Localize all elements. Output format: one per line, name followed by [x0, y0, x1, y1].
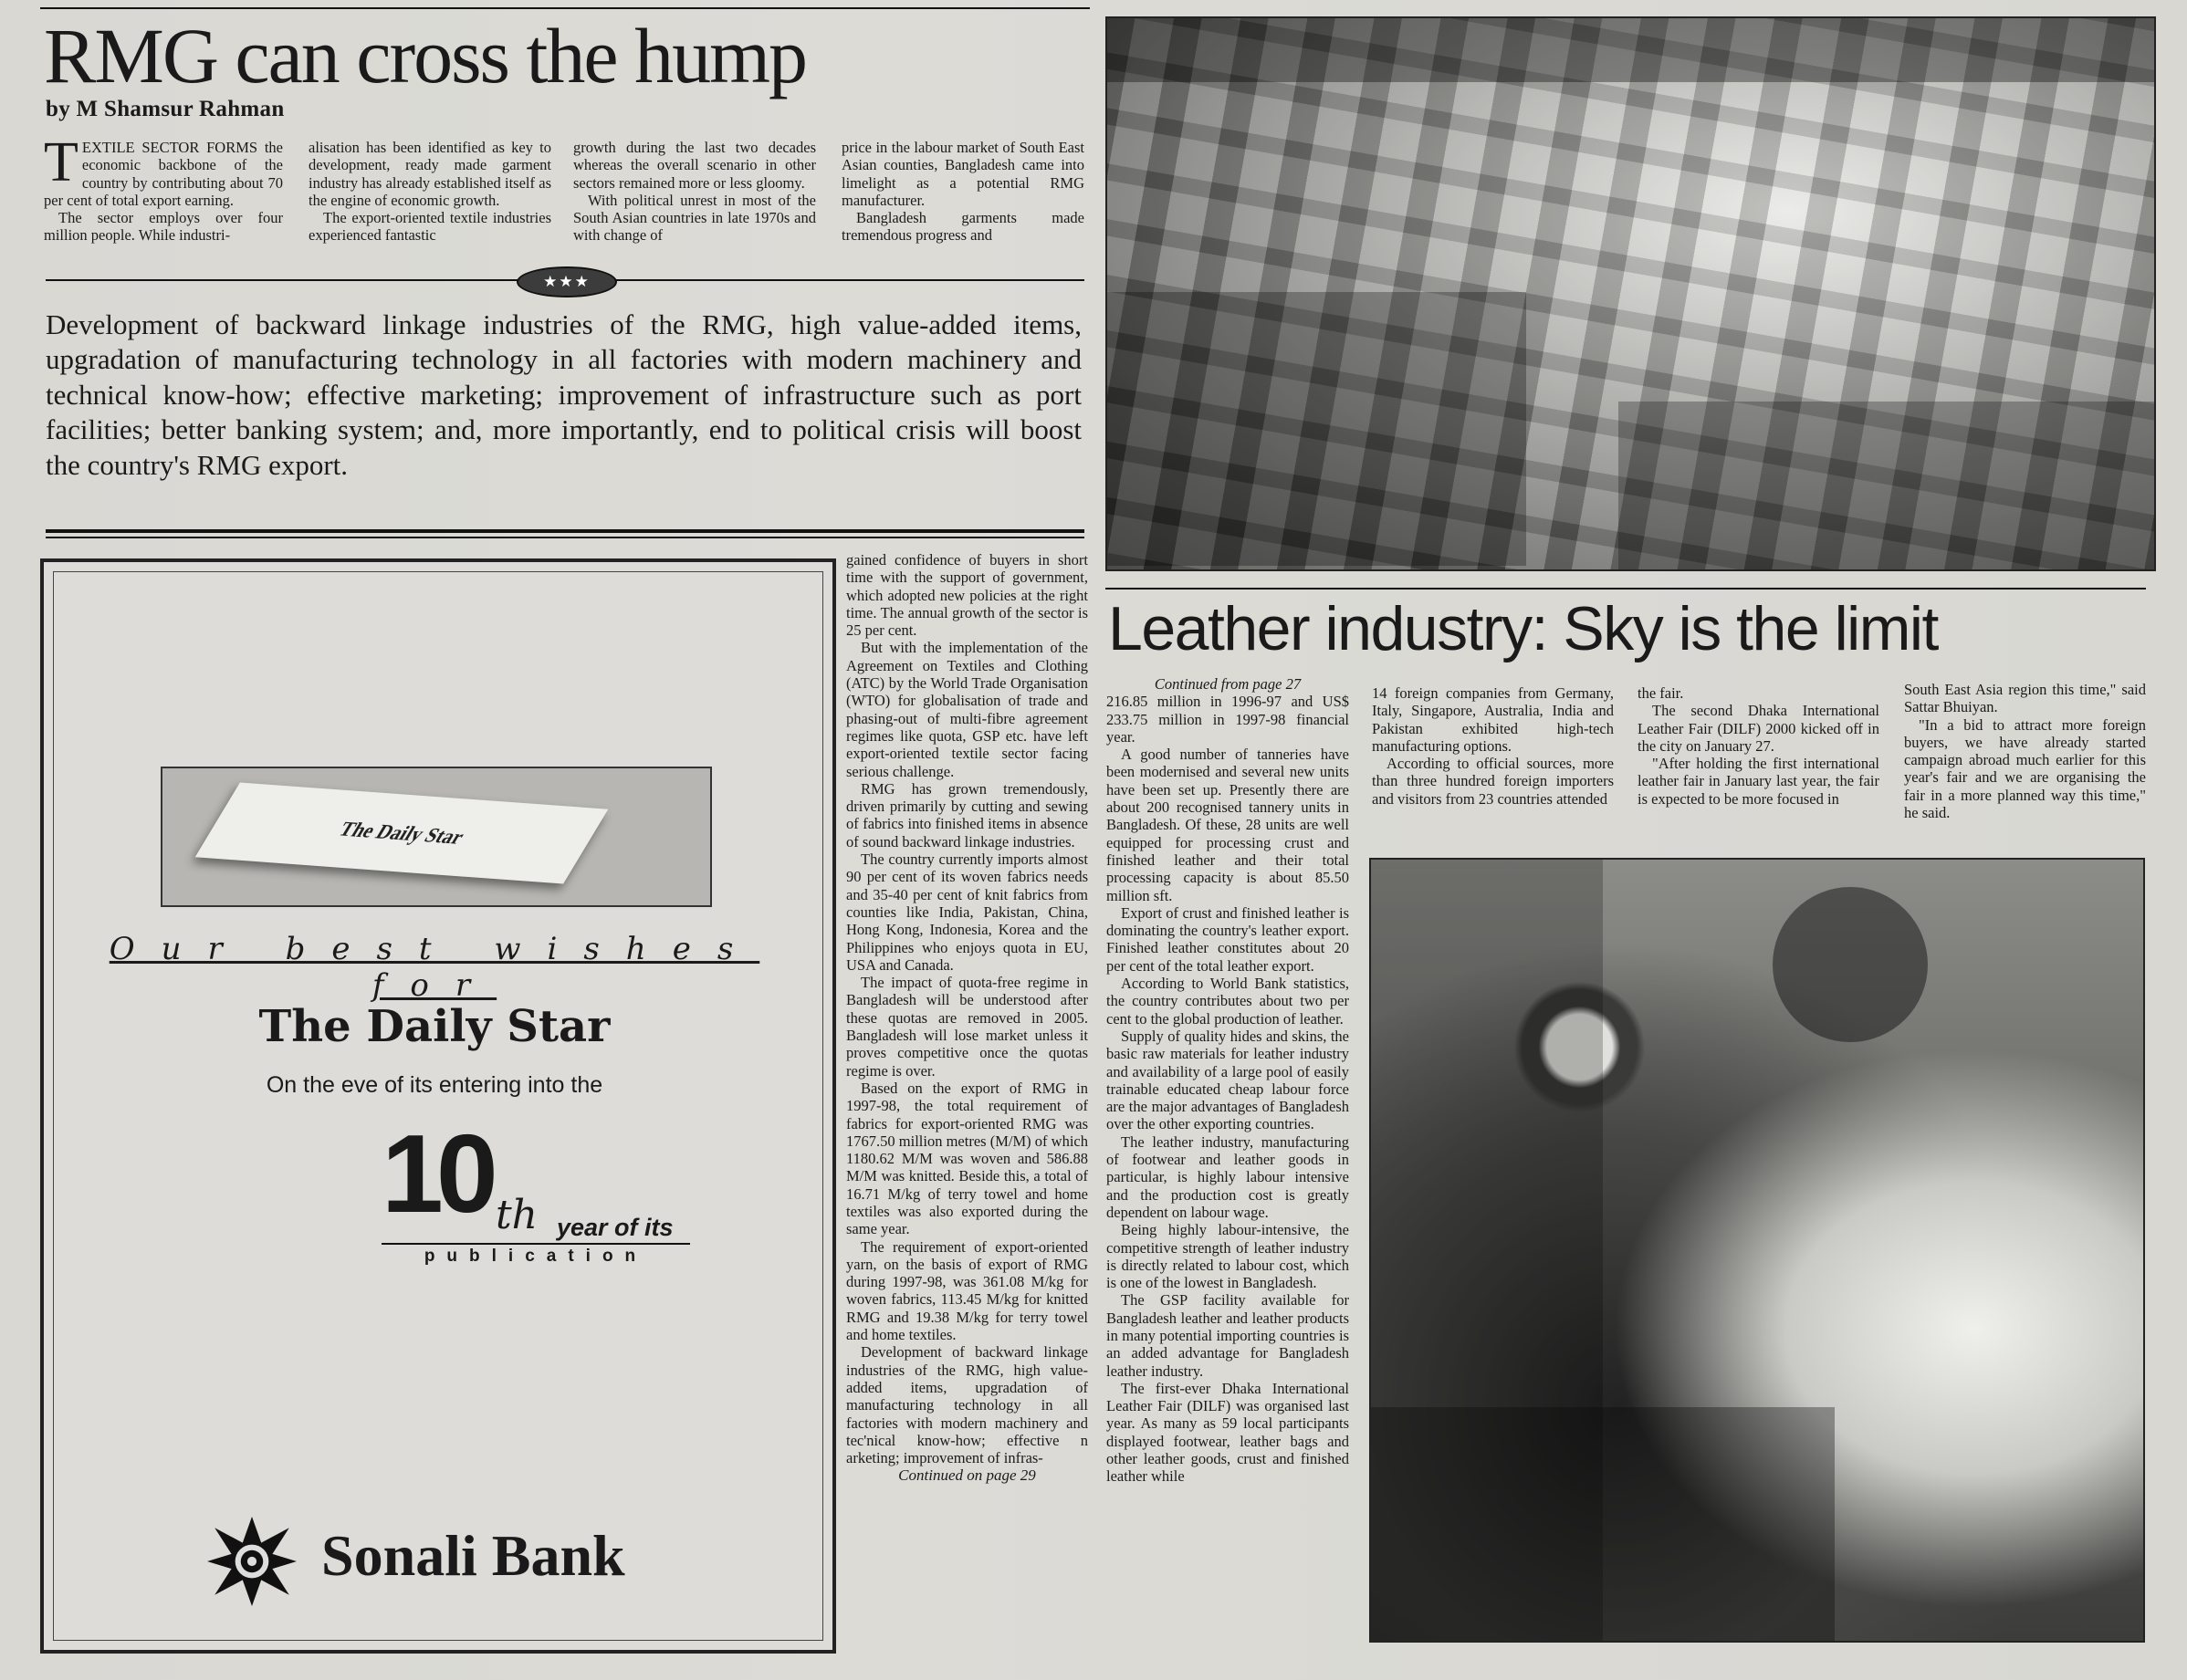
leather-worker-photo: [1369, 858, 2145, 1643]
rmg-column-4: [842, 139, 1084, 259]
ad-inner-border: [53, 571, 823, 1641]
daily-star-masthead: The Daily Star: [258, 1001, 611, 1052]
leather-column-1: [1106, 675, 1349, 1486]
leather-c1-para1: 216.85 million in 1996-97 and US$ 233.75 million in 1997-98 financial year.: [1106, 693, 1349, 746]
rmg-byline: by M Shamsur Rahman: [46, 97, 285, 121]
rmg-cont-para7: The requirement of export-oriented yarn, on the basis of export of RMG during 1997-98, was 361.08 M/kg for woven fabrics, 113.45 M/kg for knitted RMG and 19.38 M/kg for terry towel and home textiles.: [846, 1237, 1088, 1344]
leather-c1-para6: The leather industry, manufacturing of footwear and leather goods in particular, is highly labour intensive and the production cost is greatly dependent on labour wage.: [1106, 1132, 1349, 1221]
sonali-bank-name: Sonali Bank: [321, 1523, 625, 1588]
rmg-headline: RMG can cross the hump: [44, 12, 806, 99]
garment-factory-photo: [1105, 16, 2156, 571]
rmg-col1-text: the economic backbone of the country by contributing about 70 per cent of total export earning.: [44, 139, 283, 209]
rmg-col3-para2: With political unrest in most of the South Asian countries in late 1970s and with change of: [573, 191, 816, 245]
sonali-bank-logo-icon: [205, 1515, 298, 1608]
publication-text: publication: [424, 1247, 648, 1266]
rmg-cont-para5: The impact of quota-free regime in Bangladesh will be understood after these quotas are removed in 2005. Bangladesh will lose market unless it proves competitive once the quotas regime is over.: [846, 974, 1088, 1080]
drop-cap: T: [44, 139, 78, 193]
leather-c1-para9: The first-ever Dhaka International Leather Fair (DILF) was organised last year. As many as 59 local participants displayed footwear, leather bags and other leather goods, crust and finished leather while: [1106, 1379, 1349, 1486]
leather-c3-para2: The second Dhaka International Leather Fair (DILF) 2000 kicked off in the city on January 27.: [1638, 702, 1879, 755]
star-ornament-icon: ★★★: [517, 266, 617, 297]
leather-column-3: [1638, 684, 1879, 808]
rmg-col4-para1: price in the labour market of South East Asian counties, Bangladesh came into limelight as a potential RMG manufacturer.: [842, 139, 1084, 209]
rmg-cont-para3: RMG has grown tremendously, driven primarily by cutting and sewing of fabrics into finished items in absence of sound backward linkage industries.: [846, 779, 1088, 850]
rmg-cont-para2: But with the implementation of the Agreement on Textiles and Clothing (ATC) by the World Trade Organisation (WTO) for globalisation of trade and phasing-out of multi-fibre agreement regimes like quota, GSP etc. have left export-oriented textile sector facing serious challenge.: [846, 639, 1088, 780]
leather-c2-para1: 14 foreign companies from Germany, Italy, Singapore, Australia, India and Pakistan exhibited high-tech manufacturing options.: [1372, 684, 1614, 755]
year-of-its-text: year of its: [557, 1214, 674, 1241]
sonali-bank-advertisement: [40, 558, 836, 1654]
rmg-col4-para2: Bangladesh garments made tremendous progress and: [842, 209, 1084, 245]
newspaper-image: [161, 767, 712, 907]
rmg-cont-para8: Development of backward linkage industries of the RMG, high value-added items, upgradation of manufacturing technology in all factories with modern machinery and tec'nical know-how; effective n arketing; improvement of infras-: [846, 1343, 1088, 1467]
leather-c1-para8: The GSP facility available for Bangladesh leather and leather products in many potential importing countries is an added advantage for Bangladesh leather industry.: [1106, 1291, 1349, 1380]
leather-c2-para2: According to official sources, more than three hundred foreign importers and visitors from 23 countries attended: [1372, 755, 1614, 808]
leather-c1-para5: Supply of quality hides and skins, the basic raw materials for leather industry and availability of a large pool of easily trainable educated cheap labour force are the major advantages of Bangladesh over the other exporting countries.: [1106, 1027, 1349, 1133]
rmg-cont-para6: Based on the export of RMG in 1997-98, the total requirement of fabrics for export-oriented RMG was 1767.50 million metres (M/M) of which 1180.62 M/M was woven and 586.88 M/M was knitted. Beside this, a total of 16.71 M/kg of terry towel and home textiles was also exported during the same year.: [846, 1079, 1088, 1238]
rmg-column-2: [309, 139, 551, 259]
rmg-col2-para2: The export-oriented textile industries experienced fantastic: [309, 209, 551, 245]
continued-from-page[interactable]: Continued from page 27: [1154, 675, 1302, 693]
rmg-continued-column: [846, 551, 1088, 1485]
rmg-column-1: [44, 139, 283, 259]
rmg-cont-para1: gained confidence of buyers in short time with the support of government, which adopted new policies at the right time. The annual growth of the sector is 25 per cent.: [846, 551, 1088, 640]
rmg-col3-para1: growth during the last two decades whereas the overall scenario in other sectors remained more or less gloomy.: [573, 139, 816, 192]
rmg-cont-para4: The country currently imports almost 90 per cent of its woven fabrics needs and 35-40 per cent of knit fabrics from counties like India, Pakistan, China, Hong Kong, Indonesia, Korea and the Philippines who enjoys quota in EU, USA and Canada.: [846, 850, 1088, 974]
leather-column-4: [1904, 681, 2146, 821]
leather-c3-para3: "After holding the first international leather fair in January last year, the fair is expected to be more focused in: [1638, 755, 1879, 808]
top-rule: [40, 7, 1090, 9]
leather-c3-para1: the fair.: [1638, 684, 1684, 702]
rmg-col2-para1: alisation has been identified as key to development, ready made garment industry has already established itself as the engine of economic growth.: [309, 139, 551, 209]
tenth-suffix: th: [496, 1192, 539, 1238]
rmg-column-3: [573, 139, 816, 259]
rmg-intro: Development of backward linkage industries of the RMG, high value-added items, upgradation of manufacturing technology in all factories with modern machinery and technical know-how; effective marketing; improvement of infrastructure such as port facilities; better banking system; and, more importantly, end to political crisis will boost the country's RMG export.: [46, 308, 1082, 481]
leather-c1-para3: Export of crust and finished leather is dominating the country's leather export. Finished leather constitutes about 20 per cent of the total leather export.: [1106, 903, 1349, 975]
intro-rule-2: [46, 537, 1084, 538]
leather-c1-para2: A good number of tanneries have been modernised and several new units have been set up. Presently there are about 200 recognised tannery units in Bangladesh. Of these, 28 units are well equipped for processing crust and finished leather and their total processing capacity is about 85.50 million sft.: [1106, 746, 1349, 904]
rmg-lead: EXTILE SECTOR FORMS: [81, 139, 258, 156]
best-wishes-text: Our best wishes for: [109, 931, 760, 1004]
leather-c4-para2: "In a bid to attract more foreign buyers, we have already started campaign abroad much earlier for this year's fair and we are organising the fair in a more planned way this time," he said.: [1904, 715, 2146, 822]
eve-text: On the eve of its entering into the: [266, 1072, 603, 1098]
rmg-col1-para2: The sector employs over four million people. While industri-: [44, 209, 283, 245]
leather-c4-para1: South East Asia region this time," said Sattar Bhuiyan.: [1904, 681, 2146, 716]
publication-rule: [382, 1243, 690, 1245]
intro-rule: [46, 529, 1084, 533]
leather-c1-para4: According to World Bank statistics, the country contributes about two per cent to the global production of leather.: [1106, 975, 1349, 1028]
continued-on-page[interactable]: Continued on page 29: [898, 1466, 1036, 1485]
leather-top-rule: [1105, 588, 2146, 590]
leather-c1-para7: Being highly labour-intensive, the competitive strength of leather industry is directly related to labour cost, which is one of the lowest in Bangladesh.: [1106, 1221, 1349, 1292]
newspaper-icon: The Daily Star: [195, 782, 609, 883]
leather-headline: Leather industry: Sky is the limit: [1108, 594, 1938, 663]
tenth-numeral: 10: [382, 1111, 491, 1236]
leather-column-2: [1372, 684, 1614, 808]
